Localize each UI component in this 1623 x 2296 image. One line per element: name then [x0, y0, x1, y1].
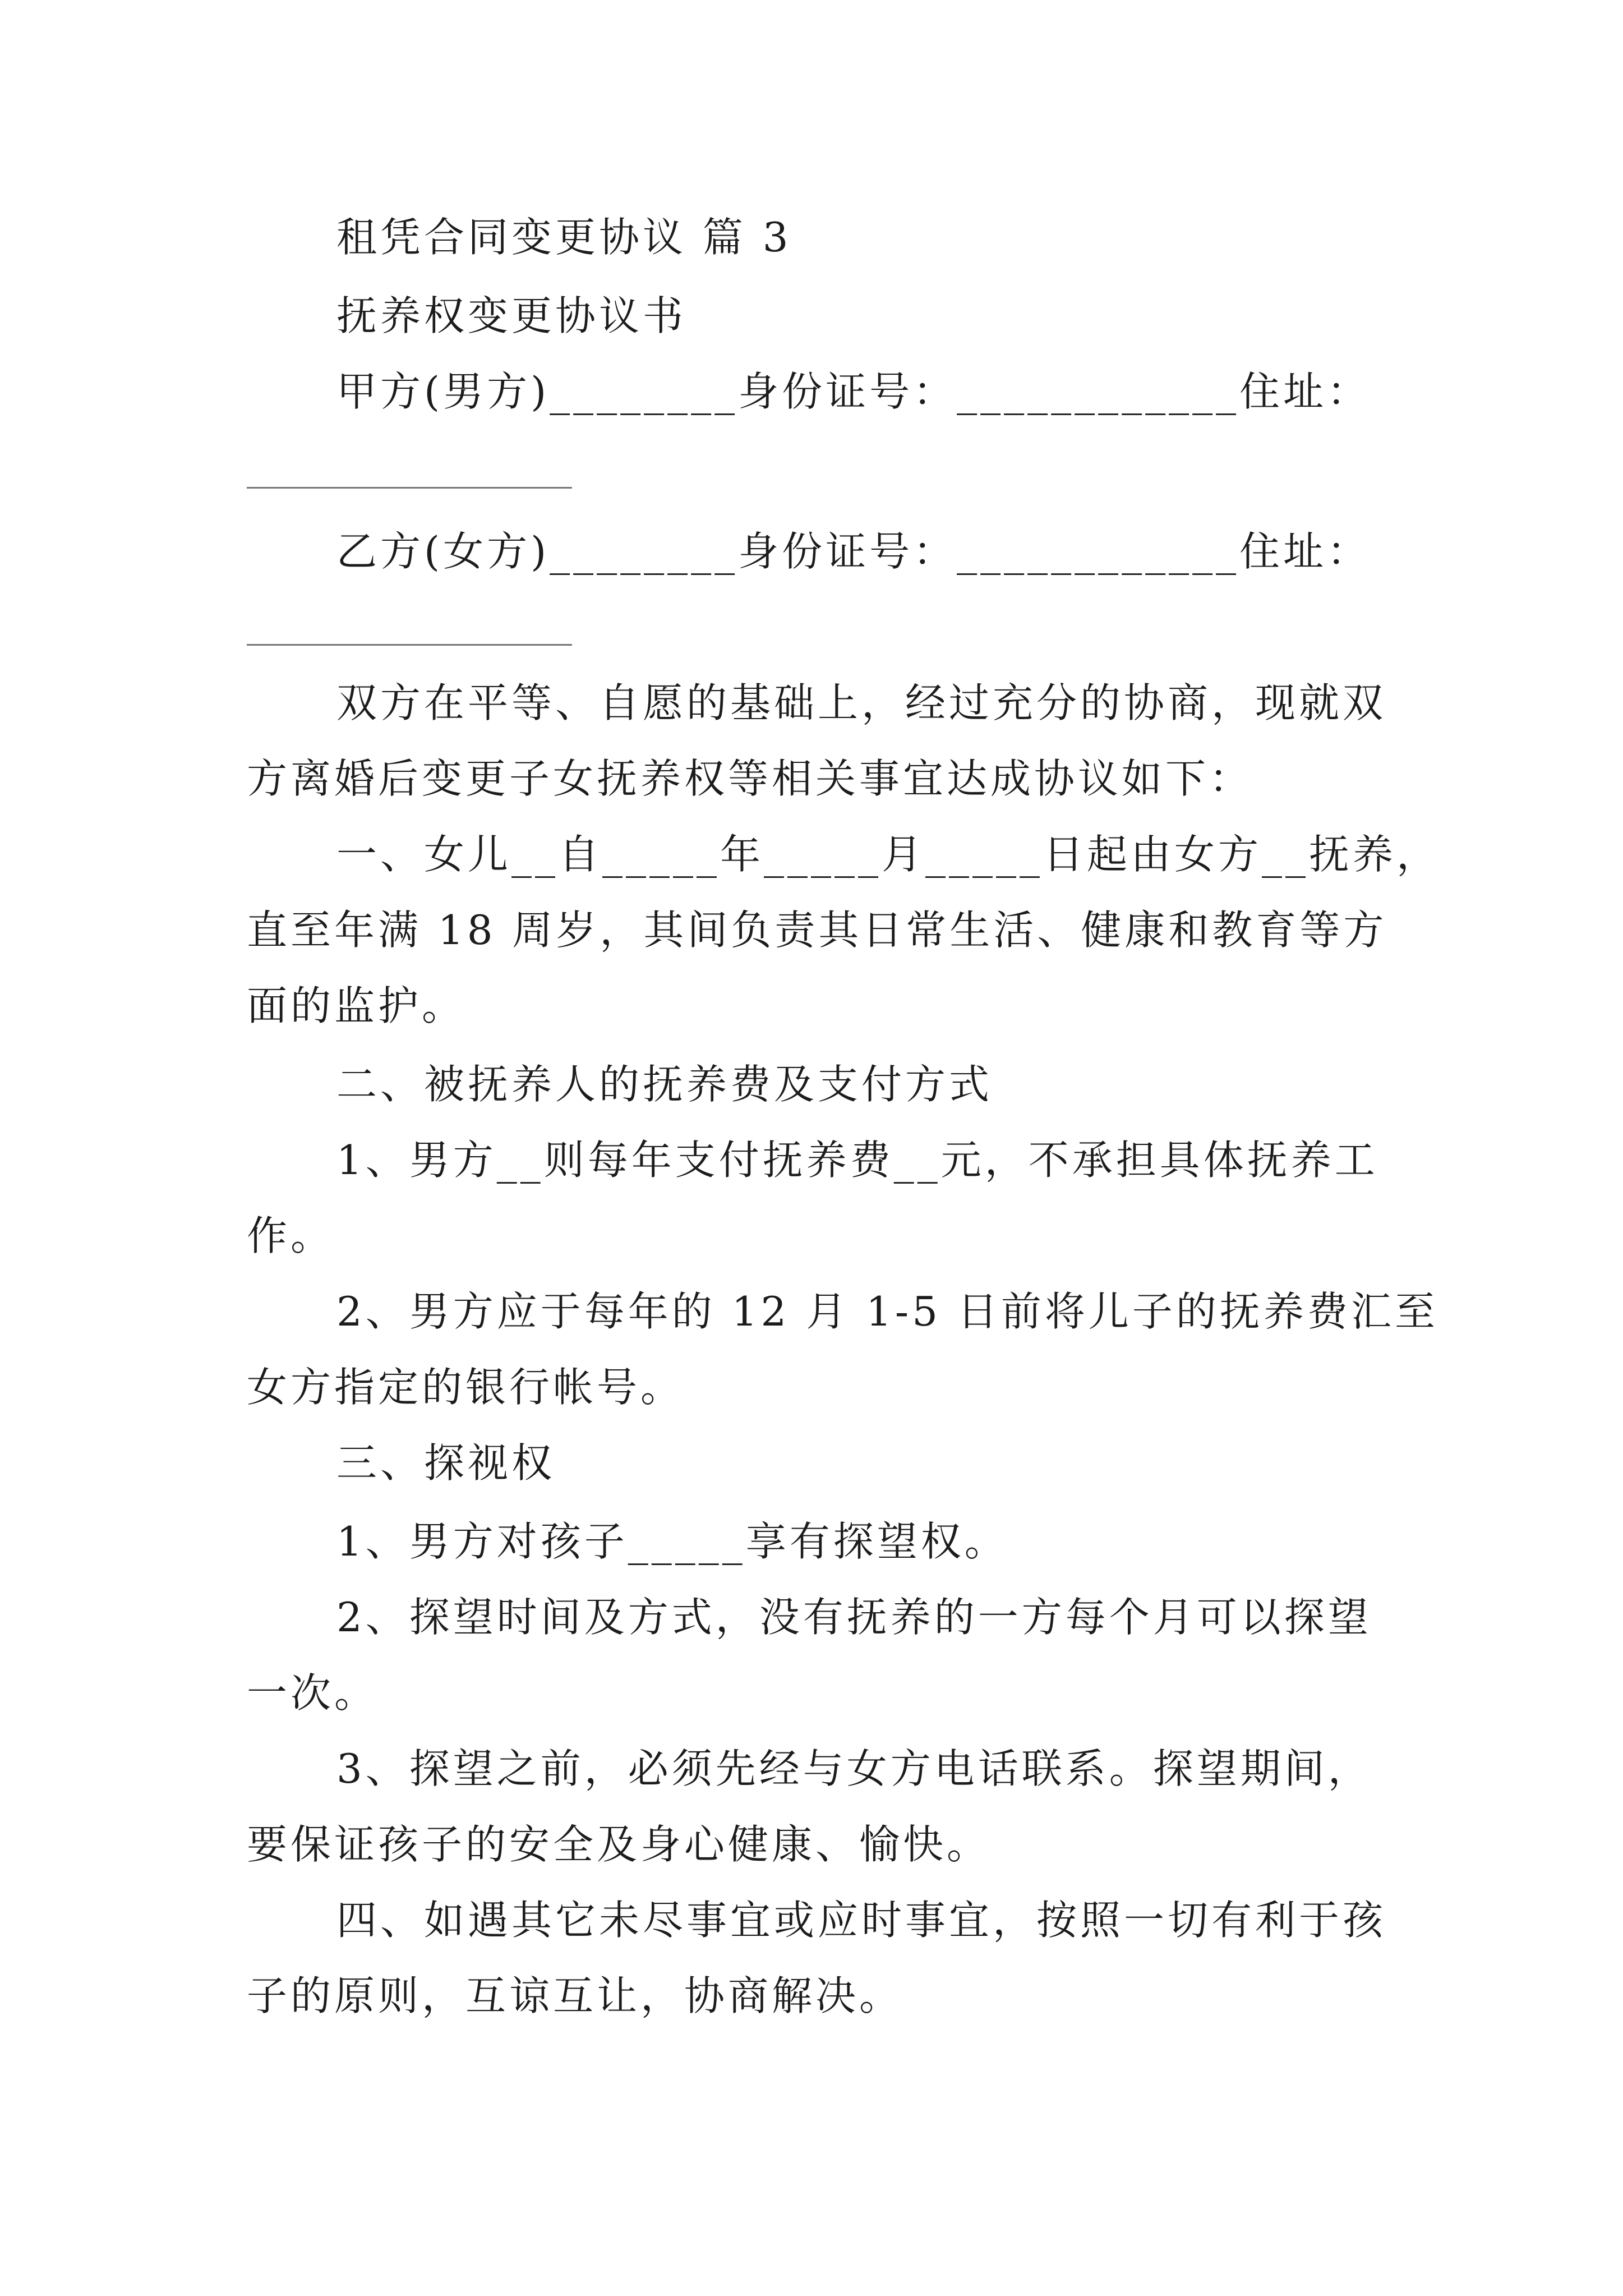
clause4-line-2: 子的原则，互谅互让，协商解决。 [247, 1972, 903, 2019]
clause1-line-2: 直至年满 18 周岁，其间负责其日常生活、健康和教育等方 [247, 907, 1387, 954]
clause3-item3-line-1: 3、探望之前，必须先经与女方电话联系。探望期间， [336, 1745, 1372, 1792]
intro-line-2: 方离婚后变更子女抚养权等相关事宜达成协议如下： [247, 755, 1253, 802]
party-b-address-blank [247, 644, 572, 646]
clause4-line-1: 四、如遇其它未尽事宜或应时事宜，按照一切有利于孩 [336, 1897, 1387, 1944]
party-b-line: 乙方(女方)________身份证号：____________住址： [336, 528, 1371, 575]
party-a-address-blank [247, 487, 572, 489]
clause1-line-1: 一、女儿__自_____年_____月_____日起由女方__抚养， [336, 831, 1441, 878]
clause2-item2-line-1: 2、男方应于每年的 12 月 1-5 日前将儿子的抚养费汇至 [336, 1288, 1438, 1335]
intro-line-1: 双方在平等、自愿的基础上，经过充分的协商，现就双 [336, 679, 1387, 726]
agreement-title: 抚养权变更协议书 [336, 292, 687, 339]
clause3-item1: 1、男方对孩子_____享有探望权。 [336, 1518, 1008, 1565]
document-heading: 租凭合同变更协议 篇 3 [336, 214, 792, 261]
party-a-line: 甲方(男方)________身份证号：____________住址： [336, 368, 1371, 415]
clause3-heading: 三、探视权 [336, 1439, 556, 1487]
clause2-item2-line-2: 女方指定的银行帐号。 [247, 1364, 685, 1411]
clause2-heading: 二、被抚养人的抚养费及支付方式 [336, 1061, 993, 1108]
clause3-item2-line-1: 2、探望时间及方式，没有抚养的一方每个月可以探望 [336, 1594, 1372, 1641]
clause1-line-3: 面的监护。 [247, 982, 466, 1029]
clause2-item1-line-2: 作。 [247, 1212, 335, 1259]
clause2-item1-line-1: 1、男方__则每年支付抚养费__元，不承担具体抚养工 [336, 1137, 1378, 1184]
clause3-item2-line-2: 一次。 [247, 1669, 379, 1717]
clause3-item3-line-2: 要保证孩子的安全及身心健康、愉快。 [247, 1821, 991, 1868]
